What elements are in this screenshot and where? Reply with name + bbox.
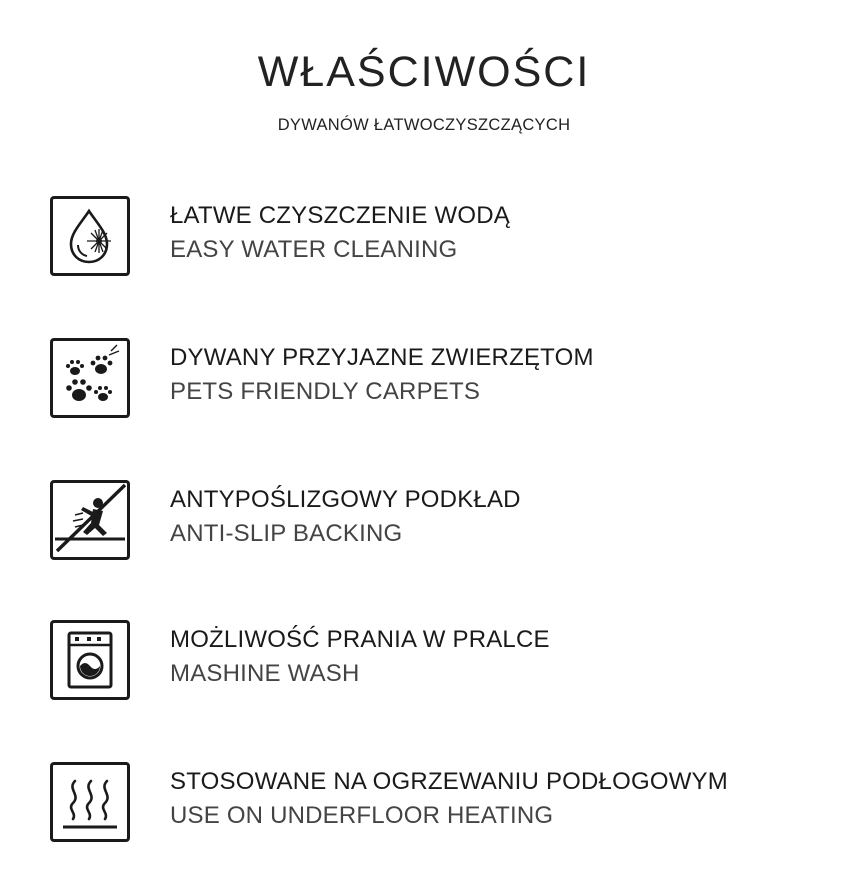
feature-label-en: ANTI-SLIP BACKING <box>170 520 403 547</box>
floor-heating-icon <box>50 762 130 842</box>
feature-label-pl: ANTYPOŚLIZGOWY PODKŁAD <box>170 486 521 513</box>
feature-item <box>50 620 810 700</box>
page-subtitle: DYWANÓW ŁATWOCZYSZCZĄCYCH <box>277 116 571 134</box>
feature-label-pl: ŁATWE CZYSZCZENIE WODĄ <box>170 202 510 229</box>
feature-label-pl: DYWANY PRZYJAZNE ZWIERZĘTOM <box>170 344 594 371</box>
no-slip-icon <box>50 480 130 560</box>
feature-label-en: MASHINE WASH <box>170 660 360 687</box>
feature-item <box>50 338 810 418</box>
water-drop-icon <box>50 196 130 276</box>
feature-label-pl: STOSOWANE NA OGRZEWANIU PODŁOGOWYM <box>170 768 728 795</box>
feature-item <box>50 196 810 276</box>
feature-label-en: EASY WATER CLEANING <box>170 236 458 263</box>
feature-label-en: USE ON UNDERFLOOR HEATING <box>170 802 554 829</box>
paw-prints-icon <box>50 338 130 418</box>
page-title: WŁAŚCIWOŚCI <box>257 48 591 96</box>
washing-machine-icon <box>50 620 130 700</box>
feature-item <box>50 762 810 842</box>
feature-label-en: PETS FRIENDLY CARPETS <box>170 378 481 405</box>
feature-item <box>50 480 810 560</box>
feature-label-pl: MOŻLIWOŚĆ PRANIA W PRALCE <box>170 626 550 653</box>
